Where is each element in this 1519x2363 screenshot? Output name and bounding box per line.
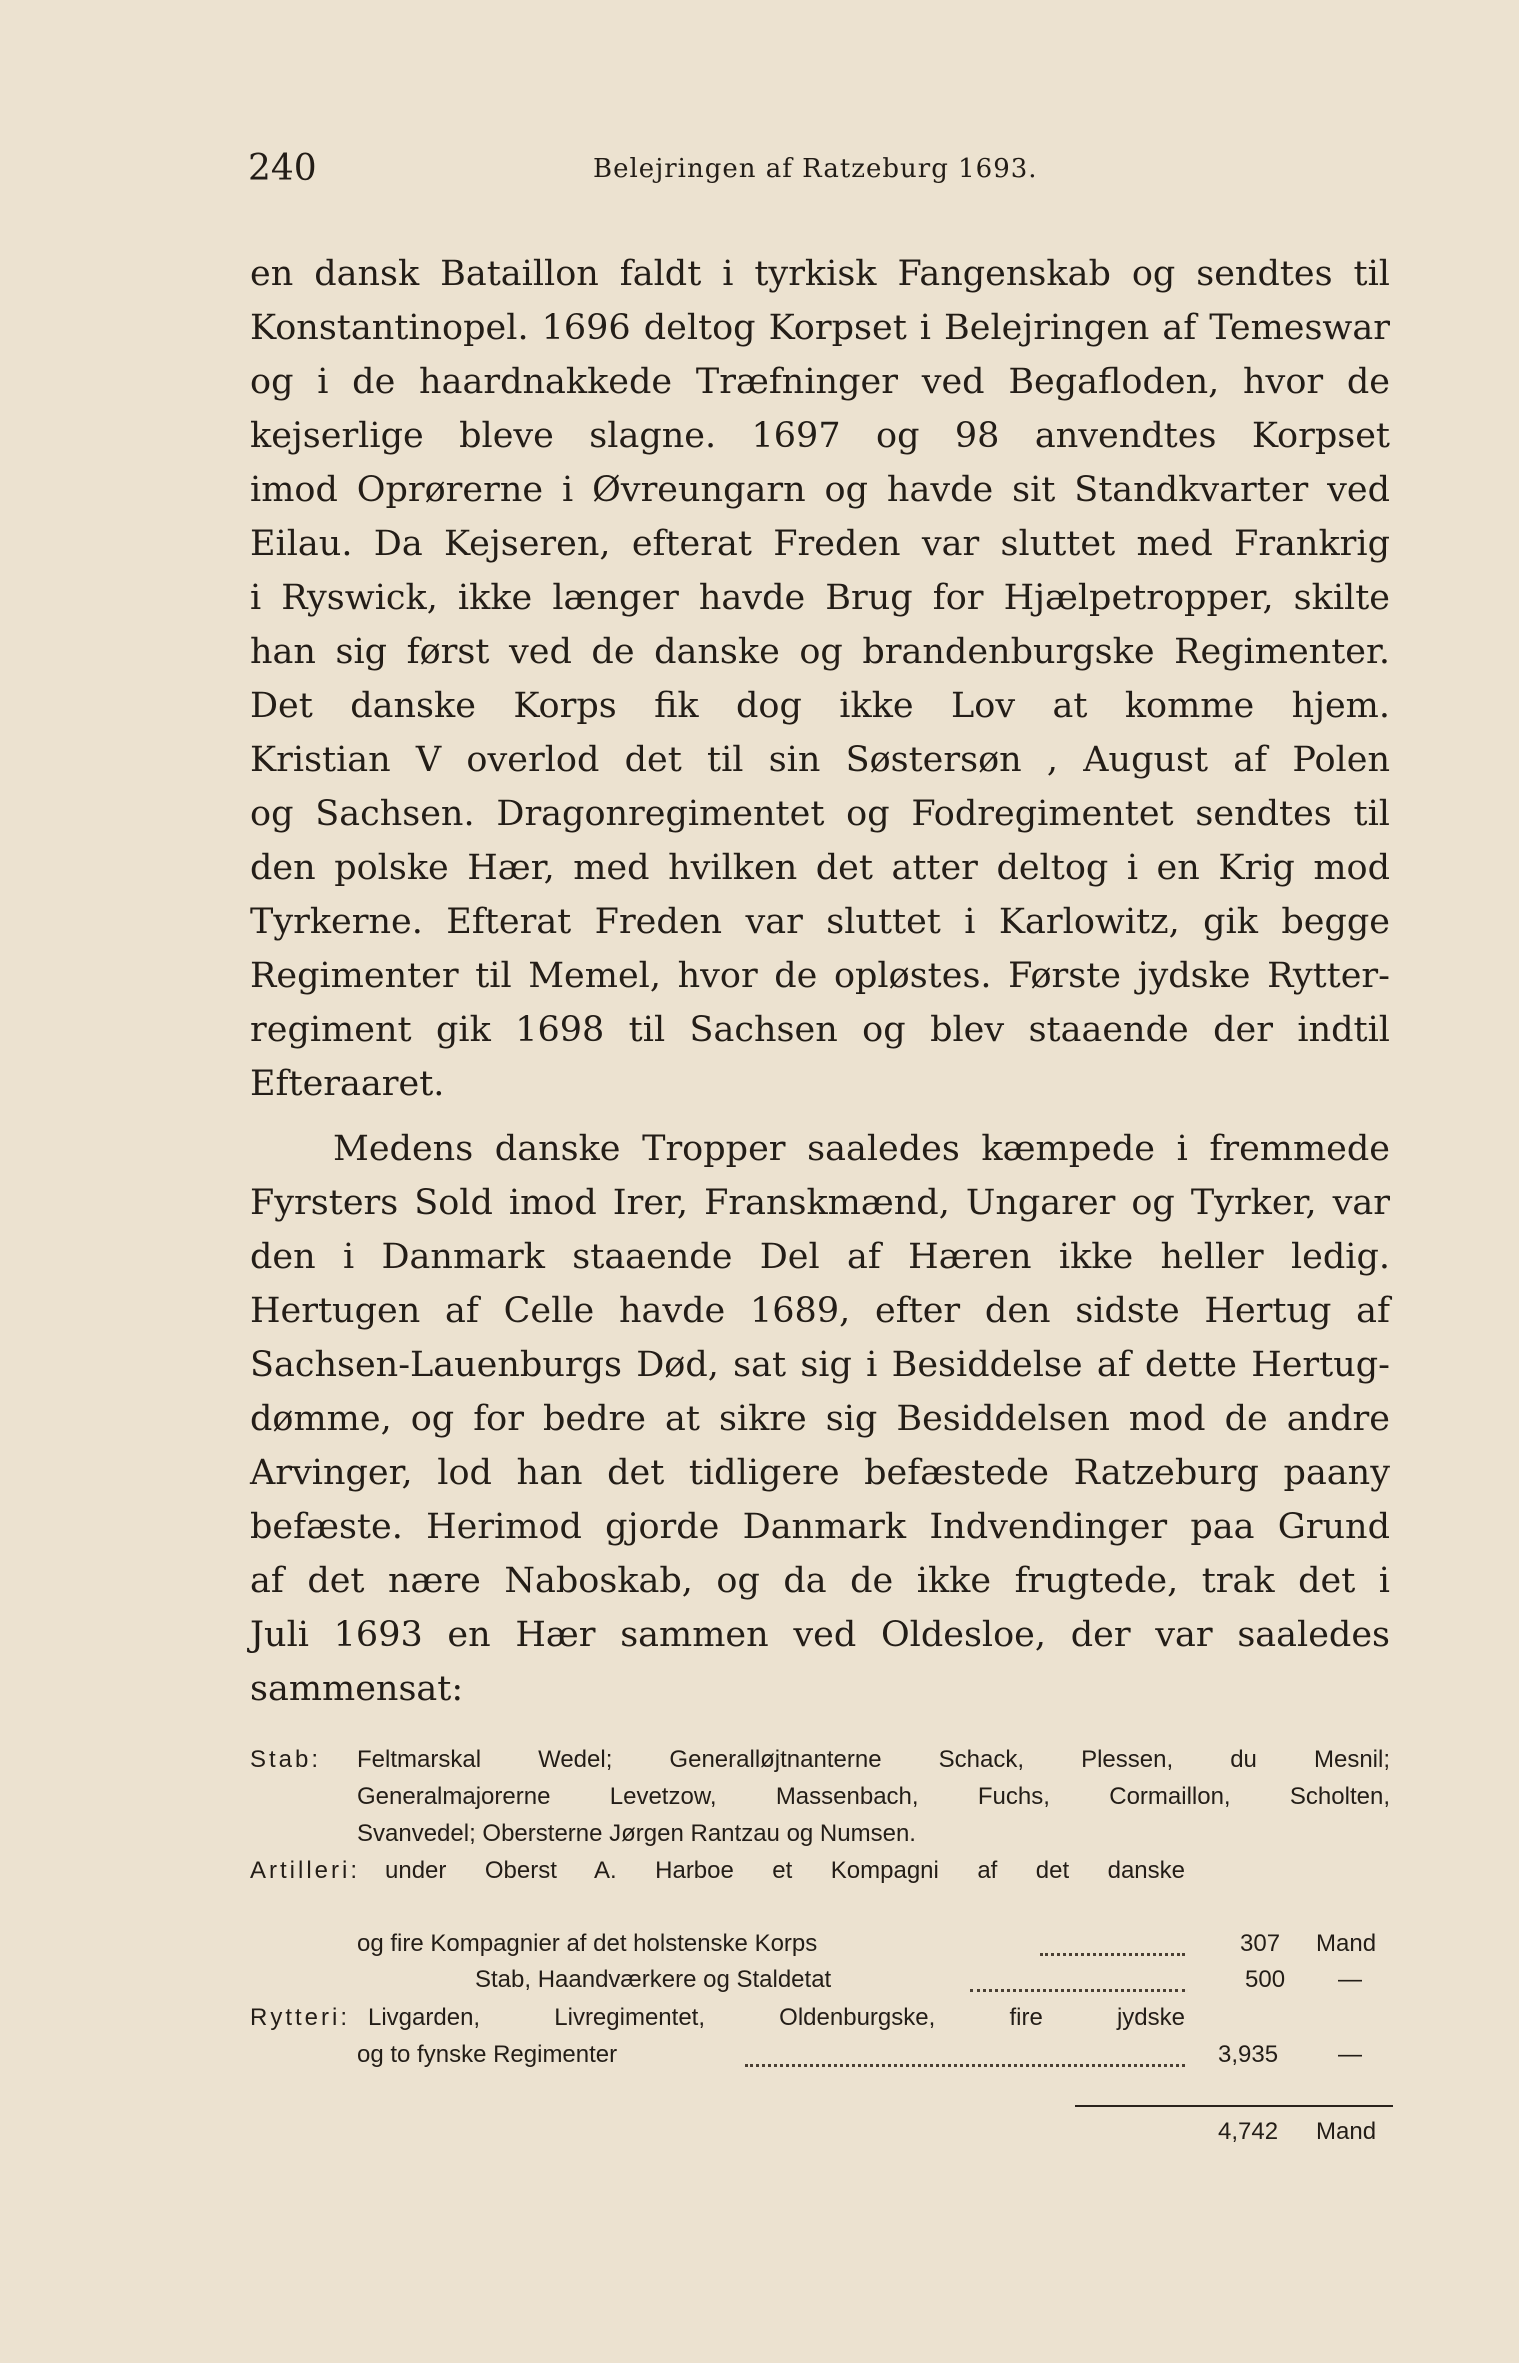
text-line: og i de haardnakkede Træfninger ved Begafloden, hvor de <box>250 362 1390 402</box>
text-line: Regimenter til Memel, hvor de opløstes. Første jydske Rytter- <box>250 956 1390 996</box>
text-line: befæste. Herimod gjorde Danmark Indvendinger paa Grund <box>250 1507 1390 1547</box>
text-line: Eilau. Da Kejseren, efterat Freden var sluttet med Frankrig <box>250 524 1390 564</box>
rytteri-amount: 3,935 <box>1218 2041 1279 2068</box>
text-line: i Ryswick, ikke længer havde Brug for Hjælpetropper, skilte <box>250 578 1390 618</box>
stab-line: Feltmarskal Wedel; Generalløjtnanterne Schack, Plessen, du Mesnil; <box>357 1746 1390 1773</box>
text-line: dømme, og for bedre at sikre sig Besiddelsen mod de andre <box>250 1399 1390 1439</box>
artilleri-label: Artilleri: <box>250 1857 361 1884</box>
leader-dots <box>1040 1953 1185 1956</box>
rytteri-label: Rytteri: <box>250 2004 351 2031</box>
total-amount: 4,742 <box>1218 2118 1279 2145</box>
total-unit: Mand <box>1316 2118 1377 2145</box>
text-line: Konstantinopel. 1696 deltog Korpset i Belejringen af Temeswar <box>250 308 1390 348</box>
text-line: imod Oprørerne i Øvreungarn og havde sit Standkvarter ved <box>250 470 1390 510</box>
page-header <box>248 148 1393 198</box>
page-number: 240 <box>248 148 317 189</box>
leader-dots <box>970 1989 1185 1992</box>
text-line: Det danske Korps fik dog ikke Lov at komme hjem. <box>250 686 1390 726</box>
stab-etat-line: Stab, Haandværkere og Staldetat <box>475 1966 832 1993</box>
text-line: Hertugen af Celle havde 1689, efter den sidste Hertug af <box>250 1291 1390 1331</box>
text-line: en dansk Bataillon faldt i tyrkisk Fangenskab og sendtes til <box>250 254 1390 294</box>
stab-etat-unit: — <box>1338 1966 1362 1993</box>
rytteri-line: Livgarden, Livregimentet, Oldenburgske, fire jydske <box>368 2004 1185 2031</box>
stab-line: Generalmajorerne Levetzow, Massenbach, Fuchs, Cormaillon, Scholten, <box>357 1783 1390 1810</box>
text-line: sammensat: <box>250 1669 464 1709</box>
stab-etat-amount: 500 <box>1245 1966 1286 1993</box>
stab-label: Stab: <box>250 1746 322 1773</box>
running-head: Belejringen af Ratzeburg 1693. <box>593 154 1038 184</box>
text-line: den i Danmark staaende Del af Hæren ikke heller ledig. <box>250 1237 1390 1277</box>
text-line: Efteraaret. <box>250 1064 445 1104</box>
text-line: Fyrsters Sold imod Irer, Franskmænd, Ungarer og Tyrker, var <box>250 1183 1390 1223</box>
artilleri-amount: 307 <box>1240 1930 1281 1957</box>
rytteri-unit: — <box>1338 2041 1362 2068</box>
artilleri-line: under Oberst A. Harboe et Kompagni af det danske <box>385 1857 1185 1884</box>
sum-rule <box>1075 2105 1393 2107</box>
text-line: Arvinger, lod han det tidligere befæstede Ratzeburg paany <box>250 1453 1390 1493</box>
text-line: af det nære Naboskab, og da de ikke frugtede, trak det i <box>250 1561 1390 1601</box>
text-line: den polske Hær, med hvilken det atter deltog i en Krig mod <box>250 848 1390 888</box>
leader-dots <box>745 2064 1185 2067</box>
text-line: Tyrkerne. Efterat Freden var sluttet i Karlowitz, gik begge <box>250 902 1390 942</box>
rytteri-line: og to fynske Regimenter <box>357 2041 618 2068</box>
text-line: han sig først ved de danske og brandenburgske Regimenter. <box>250 632 1390 672</box>
text-line: Juli 1693 en Hær sammen ved Oldesloe, der var saaledes <box>250 1615 1390 1655</box>
text-line: Sachsen-Lauenburgs Død, sat sig i Besiddelse af dette Hertug- <box>250 1345 1390 1385</box>
text-line: og Sachsen. Dragonregimentet og Fodregimentet sendtes til <box>250 794 1390 834</box>
text-line: kejserlige bleve slagne. 1697 og 98 anvendtes Korpset <box>250 416 1390 456</box>
artilleri-unit: Mand <box>1316 1930 1377 1957</box>
stab-line: Svanvedel; Obersterne Jørgen Rantzau og Numsen. <box>357 1820 916 1847</box>
artilleri-line: og fire Kompagnier af det holstenske Korps <box>357 1930 818 1957</box>
text-line: Medens danske Tropper saaledes kæmpede i fremmede <box>333 1129 1390 1169</box>
text-line: regiment gik 1698 til Sachsen og blev staaende der indtil <box>250 1010 1390 1050</box>
text-line: Kristian V overlod det til sin Søstersøn , August af Polen <box>250 740 1390 780</box>
